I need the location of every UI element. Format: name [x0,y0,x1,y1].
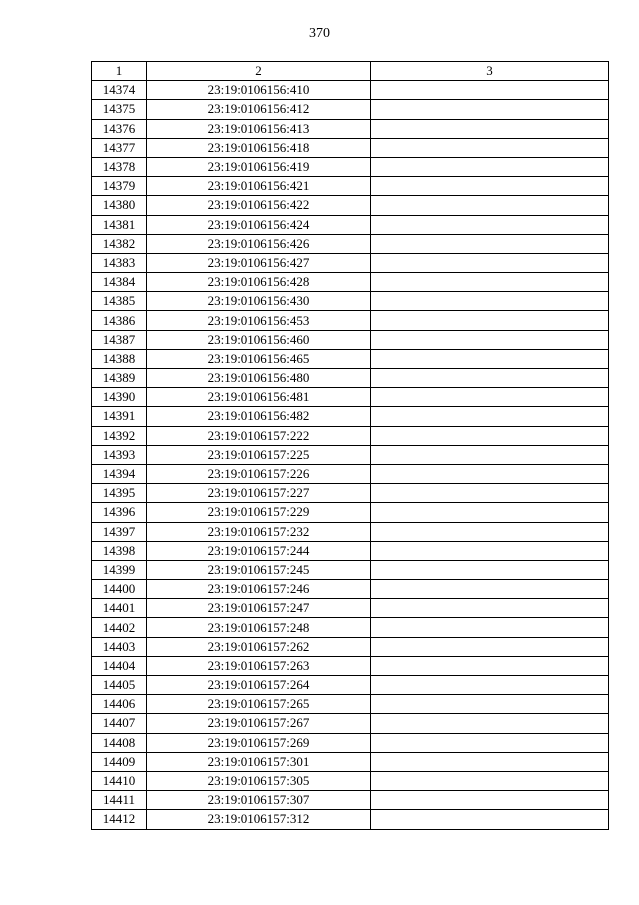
table-row [92,484,609,503]
table-row [92,369,609,388]
notes-cell [371,484,609,503]
row-number-cell: 14388 [92,349,147,368]
notes-cell [371,752,609,771]
row-number-cell: 14399 [92,560,147,579]
table-row [92,810,609,829]
notes-cell [371,311,609,330]
table-row [92,503,609,522]
cadastral-number-cell: 23:19:0106156:419 [147,157,371,176]
cadastral-number-cell: 23:19:0106156:412 [147,100,371,119]
notes-cell [371,618,609,637]
cadastral-number-cell: 23:19:0106157:265 [147,695,371,714]
cadastral-number-cell: 23:19:0106156:410 [147,81,371,100]
cadastral-number-cell: 23:19:0106156:430 [147,292,371,311]
row-number-cell: 14406 [92,695,147,714]
cadastral-number-cell: 23:19:0106157:248 [147,618,371,637]
table-row [92,388,609,407]
notes-cell [371,330,609,349]
notes-cell [371,599,609,618]
cadastral-number-cell: 23:19:0106157:244 [147,541,371,560]
table-row [92,311,609,330]
cadastral-number-cell: 23:19:0106157:301 [147,752,371,771]
column-header-3: 3 [371,62,609,81]
cadastral-number-cell: 23:19:0106156:453 [147,311,371,330]
table-row [92,119,609,138]
cadastral-number-cell: 23:19:0106157:312 [147,810,371,829]
table-row [92,215,609,234]
table-row [92,445,609,464]
cadastral-number-cell: 23:19:0106157:247 [147,599,371,618]
row-number-cell: 14396 [92,503,147,522]
row-number-cell: 14408 [92,733,147,752]
cadastral-number-cell: 23:19:0106157:264 [147,676,371,695]
row-number-cell: 14386 [92,311,147,330]
notes-cell [371,215,609,234]
notes-cell [371,196,609,215]
row-number-cell: 14383 [92,253,147,272]
notes-cell [371,695,609,714]
row-number-cell: 14391 [92,407,147,426]
table-row [92,771,609,790]
cadastral-number-cell: 23:19:0106157:222 [147,426,371,445]
row-number-cell: 14398 [92,541,147,560]
notes-cell [371,464,609,483]
notes-cell [371,253,609,272]
notes-cell [371,349,609,368]
table-row [92,791,609,810]
notes-cell [371,157,609,176]
row-number-cell: 14410 [92,771,147,790]
notes-cell [371,522,609,541]
row-number-cell: 14412 [92,810,147,829]
row-number-cell: 14397 [92,522,147,541]
table-row [92,407,609,426]
table-row [92,714,609,733]
row-number-cell: 14390 [92,388,147,407]
table-row [92,580,609,599]
row-number-cell: 14404 [92,656,147,675]
table-row [92,676,609,695]
table-row [92,522,609,541]
cadastral-number-cell: 23:19:0106157:245 [147,560,371,579]
table-row [92,138,609,157]
table-row [92,656,609,675]
row-number-cell: 14387 [92,330,147,349]
row-number-cell: 14381 [92,215,147,234]
table-row [92,81,609,100]
header-row [92,62,609,81]
row-number-cell: 14378 [92,157,147,176]
cadastral-number-cell: 23:19:0106157:267 [147,714,371,733]
table-row [92,599,609,618]
row-number-cell: 14377 [92,138,147,157]
notes-cell [371,541,609,560]
table-row [92,560,609,579]
notes-cell [371,637,609,656]
row-number-cell: 14407 [92,714,147,733]
notes-cell [371,771,609,790]
cadastral-register-table [91,61,609,830]
cadastral-number-cell: 23:19:0106156:422 [147,196,371,215]
row-number-cell: 14382 [92,234,147,253]
notes-cell [371,100,609,119]
row-number-cell: 14402 [92,618,147,637]
row-number-cell: 14400 [92,580,147,599]
notes-cell [371,445,609,464]
cadastral-number-cell: 23:19:0106156:460 [147,330,371,349]
cadastral-number-cell: 23:19:0106156:482 [147,407,371,426]
table-row [92,292,609,311]
table-row [92,618,609,637]
row-number-cell: 14380 [92,196,147,215]
row-number-cell: 14405 [92,676,147,695]
table-row [92,695,609,714]
notes-cell [371,292,609,311]
row-number-cell: 14409 [92,752,147,771]
row-number-cell: 14376 [92,119,147,138]
notes-cell [371,560,609,579]
notes-cell [371,177,609,196]
notes-cell [371,791,609,810]
cadastral-number-cell: 23:19:0106157:305 [147,771,371,790]
notes-cell [371,234,609,253]
notes-cell [371,656,609,675]
cadastral-number-cell: 23:19:0106157:229 [147,503,371,522]
page-number: 370 [309,26,330,41]
cadastral-number-cell: 23:19:0106156:465 [147,349,371,368]
notes-cell [371,426,609,445]
row-number-cell: 14394 [92,464,147,483]
cadastral-number-cell: 23:19:0106156:426 [147,234,371,253]
notes-cell [371,407,609,426]
notes-cell [371,119,609,138]
row-number-cell: 14403 [92,637,147,656]
cadastral-number-cell: 23:19:0106156:481 [147,388,371,407]
cadastral-number-cell: 23:19:0106156:418 [147,138,371,157]
table-row [92,177,609,196]
table-row [92,541,609,560]
table-row [92,253,609,272]
cadastral-number-cell: 23:19:0106157:246 [147,580,371,599]
table-row [92,752,609,771]
row-number-cell: 14384 [92,273,147,292]
notes-cell [371,273,609,292]
cadastral-number-cell: 23:19:0106157:232 [147,522,371,541]
table-header [92,62,609,81]
column-header-2: 2 [147,62,371,81]
row-number-cell: 14401 [92,599,147,618]
notes-cell [371,369,609,388]
table-row [92,637,609,656]
notes-cell [371,580,609,599]
row-number-cell: 14392 [92,426,147,445]
cadastral-number-cell: 23:19:0106156:428 [147,273,371,292]
cadastral-number-cell: 23:19:0106156:424 [147,215,371,234]
notes-cell [371,714,609,733]
table-row [92,100,609,119]
row-number-cell: 14385 [92,292,147,311]
cadastral-number-cell: 23:19:0106156:413 [147,119,371,138]
table-row [92,464,609,483]
table-row [92,426,609,445]
row-number-cell: 14379 [92,177,147,196]
cadastral-number-cell: 23:19:0106157:226 [147,464,371,483]
cadastral-number-cell: 23:19:0106157:262 [147,637,371,656]
table-row [92,157,609,176]
row-number-cell: 14411 [92,791,147,810]
cadastral-number-cell: 23:19:0106157:269 [147,733,371,752]
table-row [92,196,609,215]
row-number-cell: 14389 [92,369,147,388]
cadastral-number-cell: 23:19:0106157:227 [147,484,371,503]
notes-cell [371,810,609,829]
notes-cell [371,503,609,522]
table-row [92,273,609,292]
notes-cell [371,138,609,157]
cadastral-number-cell: 23:19:0106156:427 [147,253,371,272]
row-number-cell: 14374 [92,81,147,100]
row-number-cell: 14375 [92,100,147,119]
table-row [92,733,609,752]
table-row [92,234,609,253]
cadastral-number-cell: 23:19:0106156:480 [147,369,371,388]
table-row [92,330,609,349]
table-row [92,349,609,368]
row-number-cell: 14393 [92,445,147,464]
table-body [92,81,609,829]
notes-cell [371,81,609,100]
cadastral-number-cell: 23:19:0106156:421 [147,177,371,196]
cadastral-number-cell: 23:19:0106157:263 [147,656,371,675]
column-header-1: 1 [92,62,147,81]
cadastral-number-cell: 23:19:0106157:307 [147,791,371,810]
row-number-cell: 14395 [92,484,147,503]
cadastral-number-cell: 23:19:0106157:225 [147,445,371,464]
notes-cell [371,733,609,752]
notes-cell [371,676,609,695]
notes-cell [371,388,609,407]
